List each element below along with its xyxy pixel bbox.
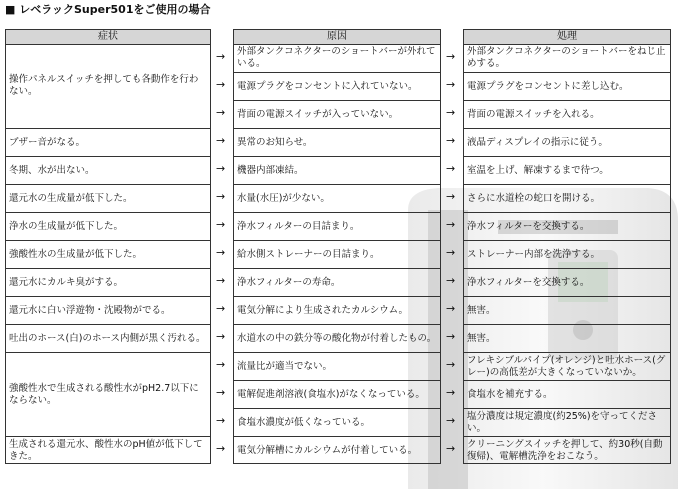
arrow-symptom-to-cause: → — [216, 358, 226, 371]
remedy-cell: フレキシブルパイプ(オレンジ)と吐水ホース(グレー)の高低差が大きくなっていないか。 — [464, 352, 670, 380]
arrow-cause-to-remedy: → — [446, 106, 456, 119]
remedy-cell: 食塩水を補充する。 — [464, 380, 670, 408]
arrow-cause-to-remedy: → — [446, 162, 456, 175]
cause-header: 原因 — [234, 30, 440, 45]
symptom-cell: 還元水にカルキ臭がする。 — [6, 268, 210, 296]
arrow-symptom-to-cause: → — [216, 246, 226, 259]
cause-cell: 外部タンクコネクターのショートバーが外れている。 — [237, 46, 436, 69]
arrow-cause-to-remedy: → — [446, 134, 456, 147]
cause-cell: 食塩水濃度が低くなっている。 — [234, 408, 440, 436]
arrow-symptom-to-cause: → — [216, 190, 226, 203]
arrow-symptom-to-cause: → — [216, 386, 226, 399]
remedy-cell: 塩分濃度は規定濃度(約25%)を守ってください。 — [464, 408, 670, 436]
remedy-cell: 無害。 — [464, 296, 670, 324]
arrow-cause-to-remedy: → — [446, 414, 456, 427]
arrow-symptom-to-cause: → — [216, 50, 226, 63]
cause-cell: 背面の電源スイッチが入っていない。 — [234, 100, 440, 128]
cause-cell: 浄水フィルターの目詰まり。 — [234, 212, 440, 240]
arrow-symptom-to-cause: → — [216, 78, 226, 91]
symptom-cell: 強酸性水で生成される酸性水がpH2.7以下にならない。 — [6, 352, 210, 436]
symptom-cell: ブザー音がなる。 — [6, 128, 210, 156]
symptom-cell: 還元水に白い浮遊物・沈殿物がでる。 — [6, 296, 210, 324]
remedy-column — [463, 29, 671, 464]
remedy-cell: さらに水道栓の蛇口を開ける。 — [464, 184, 670, 212]
remedy-cell: クリーニングスイッチを押して、約30秒(自動復帰)、電解槽洗浄をおこなう。 — [464, 436, 670, 464]
cause-cell: 異常のお知らせ。 — [234, 128, 440, 156]
remedy-header: 処理 — [464, 30, 670, 45]
arrow-symptom-to-cause: → — [216, 442, 226, 455]
arrow-symptom-to-cause: → — [216, 330, 226, 343]
arrow-symptom-to-cause: → — [216, 414, 226, 427]
symptom-cell: 操作パネルスイッチを押しても各動作を行わない。 — [9, 74, 199, 97]
arrow-symptom-to-cause: → — [216, 302, 226, 315]
page-title: ■ レベラックSuper501をご使用の場合 — [5, 3, 211, 16]
cause-cell: 電気分解槽にカルシウムが付着している。 — [234, 436, 440, 464]
remedy-cell: 浄水フィルターを交換する。 — [464, 212, 670, 240]
arrow-symptom-to-cause: → — [216, 134, 226, 147]
cause-cell: 電解促進剤溶液(食塩水)がなくなっている。 — [234, 380, 440, 408]
symptom-cell: 生成される還元水、酸性水のpH値が低下してきた。 — [6, 436, 210, 464]
cause-cell: 浄水フィルターの寿命。 — [234, 268, 440, 296]
cause-cell: 電気分解により生成されたカルシウム。 — [234, 296, 440, 324]
symptom-cell: 冬期、水が出ない。 — [6, 156, 210, 184]
arrow-cause-to-remedy: → — [446, 190, 456, 203]
remedy-cell: 室温を上げ、解凍するまで待つ。 — [464, 156, 670, 184]
cause-cell: 水道水の中の鉄分等の酸化物が付着したもの。 — [234, 324, 440, 352]
arrow-cause-to-remedy: → — [446, 442, 456, 455]
symptom-cell: 強酸性水の生成量が低下した。 — [6, 240, 210, 268]
symptom-header: 症状 — [6, 30, 210, 45]
remedy-cell: 浄水フィルターを交換する。 — [464, 268, 670, 296]
arrow-cause-to-remedy: → — [446, 246, 456, 259]
arrow-symptom-to-cause: → — [216, 162, 226, 175]
cause-cell: 流量比が適当でない。 — [234, 352, 440, 380]
arrow-cause-to-remedy: → — [446, 358, 456, 371]
cause-cell: 電源プラグをコンセントに入れていない。 — [234, 72, 440, 100]
cause-cell: 給水側ストレーナーの目詰まり。 — [234, 240, 440, 268]
remedy-cell: 電源プラグをコンセントに差し込む。 — [464, 72, 670, 100]
symptom-cell: 吐出のホース(白)のホース内側が黒く汚れる。 — [6, 324, 210, 352]
cause-cell: 水量(水圧)が少ない。 — [234, 184, 440, 212]
arrow-symptom-to-cause: → — [216, 218, 226, 231]
arrow-cause-to-remedy: → — [446, 330, 456, 343]
arrow-cause-to-remedy: → — [446, 274, 456, 287]
symptom-cell: 還元水の生成量が低下した。 — [6, 184, 210, 212]
arrow-cause-to-remedy: → — [446, 386, 456, 399]
symptom-cell: 浄水の生成量が低下した。 — [6, 212, 210, 240]
arrow-symptom-to-cause: → — [216, 106, 226, 119]
remedy-cell: 無害。 — [464, 324, 670, 352]
cause-cell: 機器内部凍結。 — [234, 156, 440, 184]
cause-column — [233, 29, 441, 464]
arrow-cause-to-remedy: → — [446, 78, 456, 91]
remedy-cell: 液晶ディスプレイの指示に従う。 — [464, 128, 670, 156]
remedy-cell: 背面の電源スイッチを入れる。 — [464, 100, 670, 128]
arrow-symptom-to-cause: → — [216, 274, 226, 287]
arrow-cause-to-remedy: → — [446, 302, 456, 315]
arrow-cause-to-remedy: → — [446, 50, 456, 63]
arrow-cause-to-remedy: → — [446, 218, 456, 231]
symptom-column — [5, 29, 211, 464]
remedy-cell: ストレーナー内部を洗浄する。 — [464, 240, 670, 268]
remedy-cell: 外部タンクコネクターのショートバーをねじ止めする。 — [467, 46, 666, 69]
